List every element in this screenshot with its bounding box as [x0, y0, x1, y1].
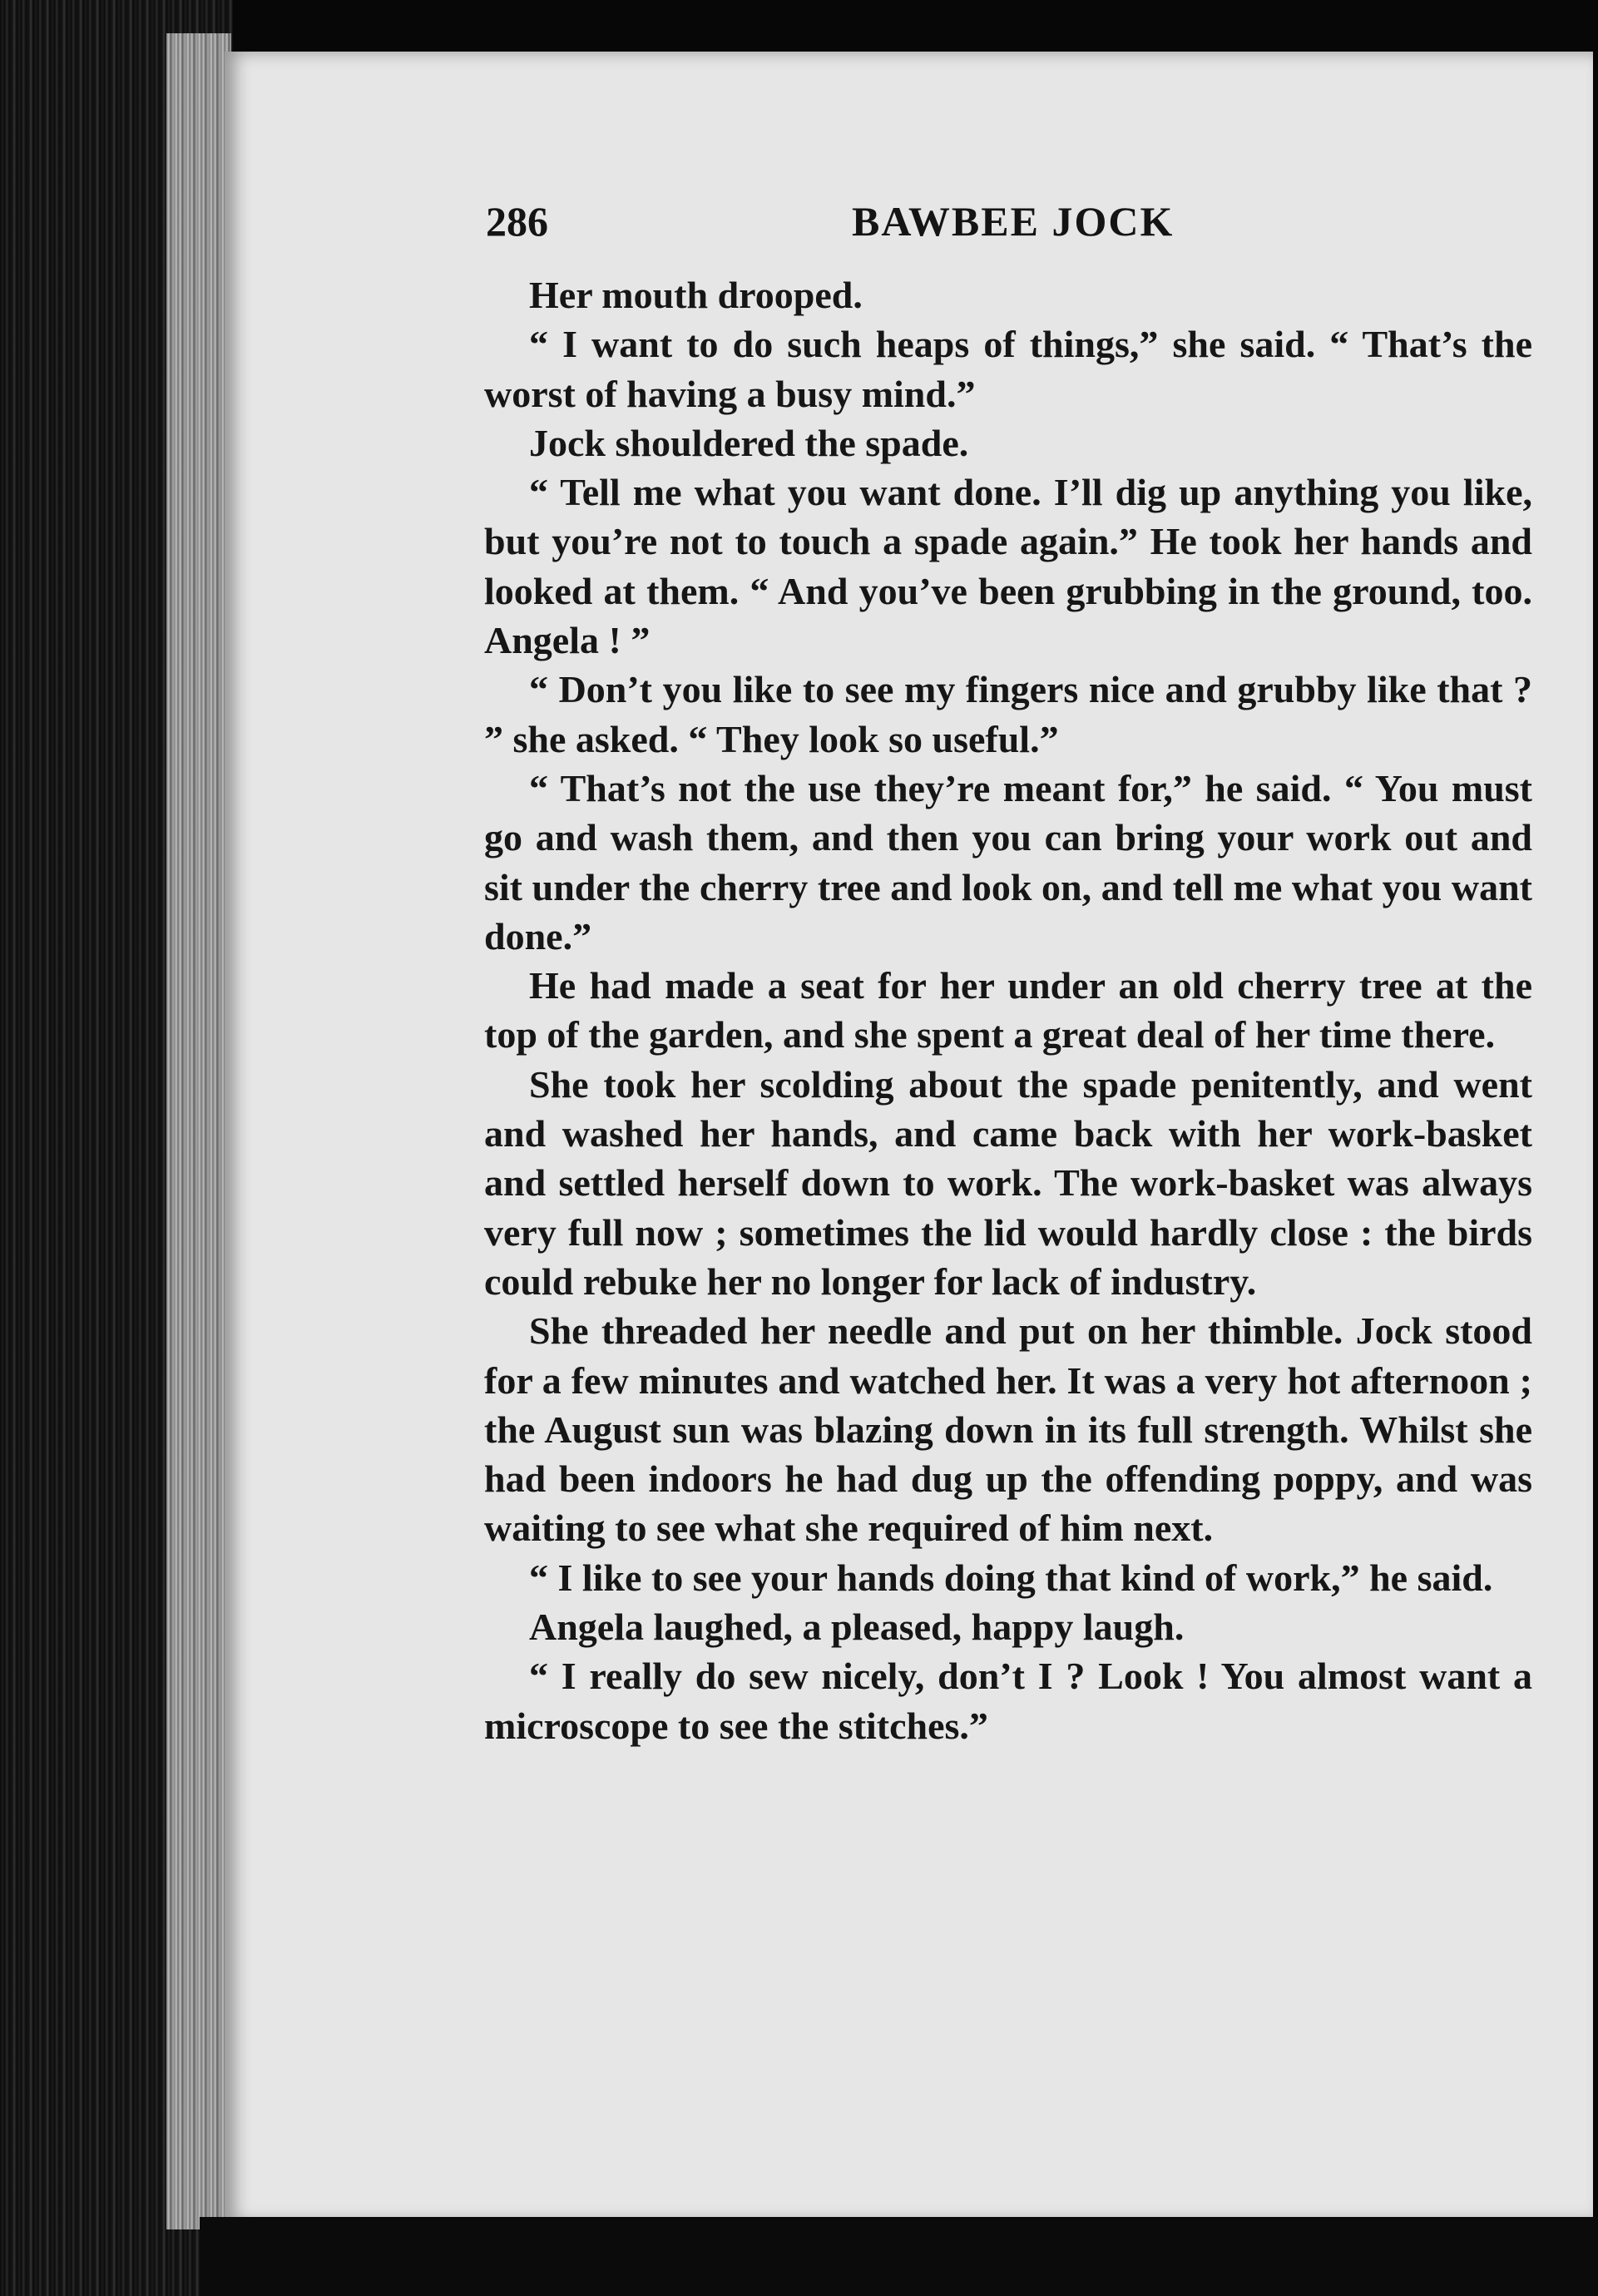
paragraph: “ Don’t you like to see my fingers nice and grubby like that ? ” she asked. “ They look so useful.”: [484, 668, 1532, 760]
paragraph: Her mouth drooped.: [529, 274, 863, 316]
page-number: 286: [486, 198, 548, 245]
paragraph: Jock shouldered the spade.: [529, 421, 969, 464]
paragraph: “ Tell me what you want done. I’ll dig up anything you like, but you’re not to touch a spade again.” He took her hands and looked at them. “ And you’ve been grubbing in the ground, too. Angela ! ”: [484, 471, 1532, 662]
paragraph: He had made a seat for her under an old cherry tree at the top of the garden, and she spent a great deal of her time there.: [484, 964, 1532, 1056]
paragraph: “ I want to do such heaps of things,” she said. “ That’s the worst of having a busy mind.”: [484, 323, 1532, 415]
body-text: [484, 270, 1532, 1750]
running-head: BAWBEE JOCK: [852, 198, 1175, 245]
paragraph: Angela laughed, a pleased, happy laugh.: [529, 1606, 1185, 1649]
paragraph: She took her scolding about the spade penitently, and went and washed her hands, and came back with her work-basket and settled herself down to work. The work-basket was always very full now ; sometimes the lid would hardly close : the birds could rebuke her no longer for lack of industry.: [484, 1062, 1532, 1303]
page-stack-edge: [166, 33, 231, 2229]
page-header: [486, 197, 1176, 255]
paragraph: “ I really do sew nicely, don’t I ? Look ! You almost want a microscope to see the stitches.”: [484, 1655, 1532, 1747]
paragraph: “ That’s not the use they’re meant for,” he said. “ You must go and wash them, and then you can bring your work out and sit under the cherry tree and look on, and tell me what you want done.”: [484, 766, 1532, 957]
paragraph: She threaded her needle and put on her thimble. Jock stood for a few minutes and watched her. It was a very hot afternoon ; the August sun was blazing down in its full strength. Whilst she had been indoors he had dug up the offending poppy, and was waiting to see what she required of him next.: [484, 1309, 1532, 1550]
scan-bottom-margin: [200, 2217, 1598, 2296]
paragraph: “ I like to see your hands doing that kind of work,” he said.: [529, 1556, 1493, 1599]
